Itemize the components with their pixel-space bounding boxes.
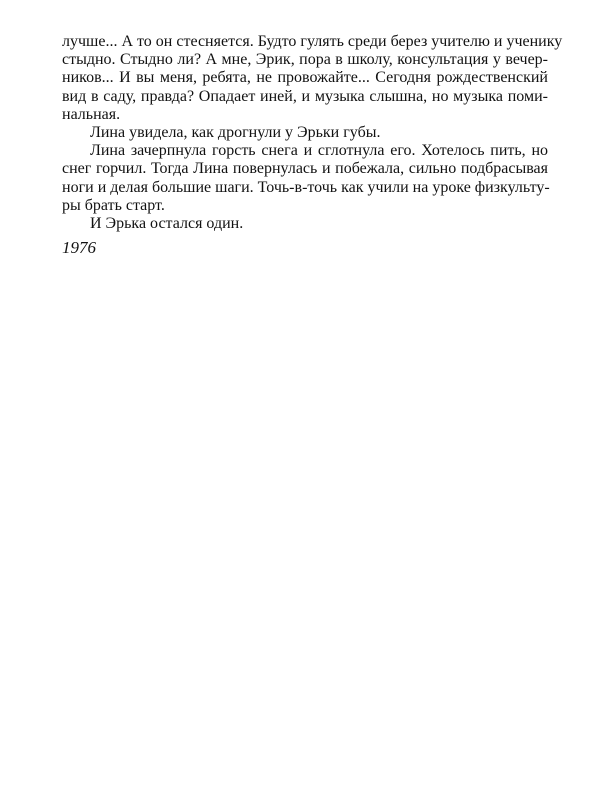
text-line: Лина зачерпнула горсть снега и сглотнула его. Хотелось пить, но [90,142,548,160]
text-line: ников... И вы меня, ребята, не провожайте... Сегодня рождественский [62,69,548,87]
text-line: нальная. [62,105,121,123]
text-line: ры брать старт. [62,196,165,214]
date-year: 1976 [62,238,96,257]
text-line: И Эрька остался один. [90,214,244,232]
text-line: Лина увидела, как дрогнули у Эрьки губы. [90,123,381,141]
text-line: лучше... А то он стесняется. Будто гулять среди берез учителю и ученику [62,33,563,50]
text-line: вид в саду, правда? Опадает иней, и музыка слышна, но музыка поми- [62,87,548,105]
body-text [62,33,563,233]
text-line: ноги и делая большие шаги. Точь-в-точь как учили на уроке физкульту- [62,178,550,196]
text-line: стыдно. Стыдно ли? А мне, Эрик, пора в школу, консультация у вечер- [62,51,548,69]
text-line: снег горчил. Тогда Лина повернулась и побежала, сильно подбрасывая [62,160,548,178]
